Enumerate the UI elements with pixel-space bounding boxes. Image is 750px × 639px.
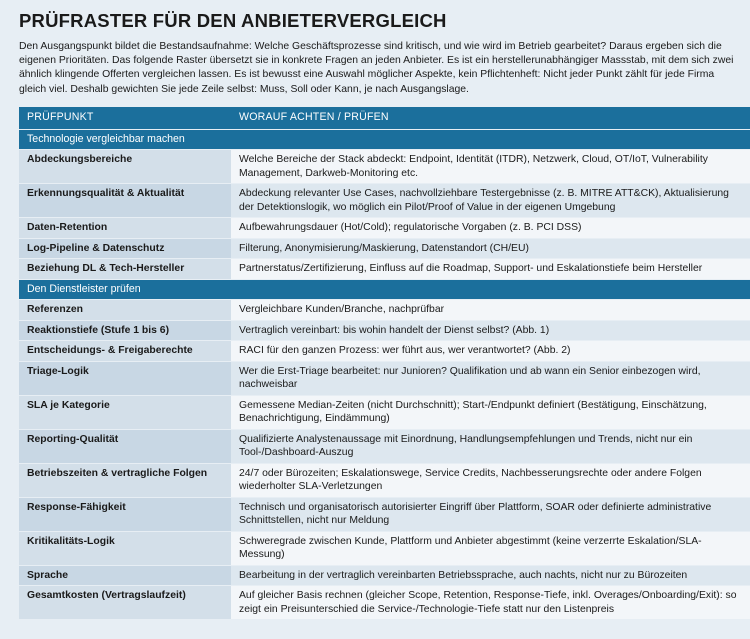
row-value: Filterung, Anonymisierung/Maskierung, Datenstandort (CH/EU) (231, 238, 750, 259)
section-row-technology (19, 129, 750, 150)
table-row (19, 429, 750, 463)
row-label: Triage-Logik (19, 361, 231, 395)
row-label: Daten-Retention (19, 218, 231, 239)
row-value: Welche Bereiche der Stack abdeckt: Endpoint, Identität (ITDR), Netzwerk, Cloud, OT/IoT, Vulnerability Management, Darkweb-Monitoring etc. (231, 150, 750, 184)
table-row (19, 320, 750, 341)
row-label: Referenzen (19, 300, 231, 321)
row-label: Betriebszeiten & vertragliche Folgen (19, 463, 231, 497)
table-row (19, 395, 750, 429)
table-row (19, 463, 750, 497)
table-row (19, 218, 750, 239)
row-label: Sprache (19, 565, 231, 586)
intro-paragraph: Den Ausgangspunkt bildet die Bestandsaufnahme: Welche Geschäftsprozesse sind kritisch, und wie wird im Betrieb gearbeitet? Daraus ergeben sich die eigenen Prioritäten. Das folgende Raster übersetzt sie in konkrete Fragen an jeden Anbieter. Es ist ein herstellerunabhängiger Massstab, mit dem sich zwei ähnlich klingende Offerten vergleichen lassen. Es ist bewusst eine Auswahl möglicher Aspekte, kein Pflichtenheft: Nicht jeder Punkt zählt für jede Firma gleich viel. Deshalb gewichten Sie jede Zeile selbst: Muss, Soll oder Kann, je nach Ausgangslage. (19, 41, 734, 95)
row-value: Schweregrade zwischen Kunde, Plattform und Anbieter abgestimmt (keine verzerrte Eskalation/SLA-Messung) (231, 531, 750, 565)
row-value: Vergleichbare Kunden/Branche, nachprüfbar (231, 300, 750, 321)
row-value: Vertraglich vereinbart: bis wohin handelt der Dienst selbst? (Abb. 1) (231, 320, 750, 341)
row-label: Kritikalitäts-Logik (19, 531, 231, 565)
table-row (19, 531, 750, 565)
row-value: Wer die Erst-Triage bearbeitet: nur Junioren? Qualifikation und ab wann ein Senior einbezogen wird, nachweisbar (231, 361, 750, 395)
row-label: SLA je Kategorie (19, 395, 231, 429)
row-label: Gesamtkosten (Vertragslaufzeit) (19, 586, 231, 620)
row-label: Reaktionstiefe (Stufe 1 bis 6) (19, 320, 231, 341)
row-value: Abdeckung relevanter Use Cases, nachvollziehbare Testergebnisse (z. B. MITRE ATT&CK), Aktualisierung der Detektionslogik, wo möglich ein Pilot/Proof of Value in der eigenen Umgebung (231, 184, 750, 218)
row-value: Partnerstatus/Zertifizierung, Einfluss auf die Roadmap, Support- und Eskalationstiefe beim Hersteller (231, 259, 750, 280)
row-label: Reporting-Qualität (19, 429, 231, 463)
row-value: RACI für den ganzen Prozess: wer führt aus, wer verantwortet? (Abb. 2) (231, 341, 750, 362)
row-label: Response-Fähigkeit (19, 497, 231, 531)
row-label: Beziehung DL & Tech-Hersteller (19, 259, 231, 280)
row-value: Gemessene Median-Zeiten (nicht Durchschnitt); Start-/Endpunkt definiert (Bestätigung, Einschätzung, Benachrichtigung, Eindämmung) (231, 395, 750, 429)
table-row (19, 361, 750, 395)
table-row (19, 150, 750, 184)
row-label: Entscheidungs- & Freigaberechte (19, 341, 231, 362)
header-worauf-achten: WORAUF ACHTEN / PRÜFEN (231, 107, 750, 130)
row-label: Log-Pipeline & Datenschutz (19, 238, 231, 259)
table-header-row (19, 107, 750, 130)
table-row (19, 300, 750, 321)
table-row (19, 238, 750, 259)
section-row-provider (19, 279, 750, 300)
row-value: Bearbeitung in der vertraglich vereinbarten Betriebssprache, auch nachts, nicht nur zu Bürozeiten (231, 565, 750, 586)
section-title: Den Dienstleister prüfen (19, 279, 750, 300)
table-row (19, 565, 750, 586)
page-title: PRÜFRASTER FÜR DEN ANBIETERVERGLEICH (19, 10, 447, 31)
table-row (19, 341, 750, 362)
criteria-table (19, 107, 750, 620)
row-value: Auf gleicher Basis rechnen (gleicher Scope, Retention, Response-Tiefe, inkl. Overages/Onboarding/Exit): so zeigt ein Preisunterschied die Service-/Technologie-Tiefe statt nur den Listenpreis (231, 586, 750, 620)
row-value: Qualifizierte Analystenaussage mit Einordnung, Handlungsempfehlungen und Trends, nicht nur ein Tool-/Dashboard-Auszug (231, 429, 750, 463)
table-row (19, 184, 750, 218)
row-value: Technisch und organisatorisch autorisierter Eingriff über Plattform, SOAR oder definierte administrative Schnittstellen, nicht nur Meldung (231, 497, 750, 531)
row-label: Abdeckungsbereiche (19, 150, 231, 184)
table-row (19, 259, 750, 280)
section-title: Technologie vergleichbar machen (19, 129, 750, 150)
table-row (19, 497, 750, 531)
header-pruefpunkt: PRÜFPUNKT (19, 107, 231, 130)
row-value: 24/7 oder Bürozeiten; Eskalationswege, Service Credits, Nachbesserungsrechte oder andere Folgen wiederholter SLA-Verletzungen (231, 463, 750, 497)
table-row (19, 586, 750, 620)
row-value: Aufbewahrungsdauer (Hot/Cold); regulatorische Vorgaben (z. B. PCI DSS) (231, 218, 750, 239)
row-label: Erkennungsqualität & Aktualität (19, 184, 231, 218)
